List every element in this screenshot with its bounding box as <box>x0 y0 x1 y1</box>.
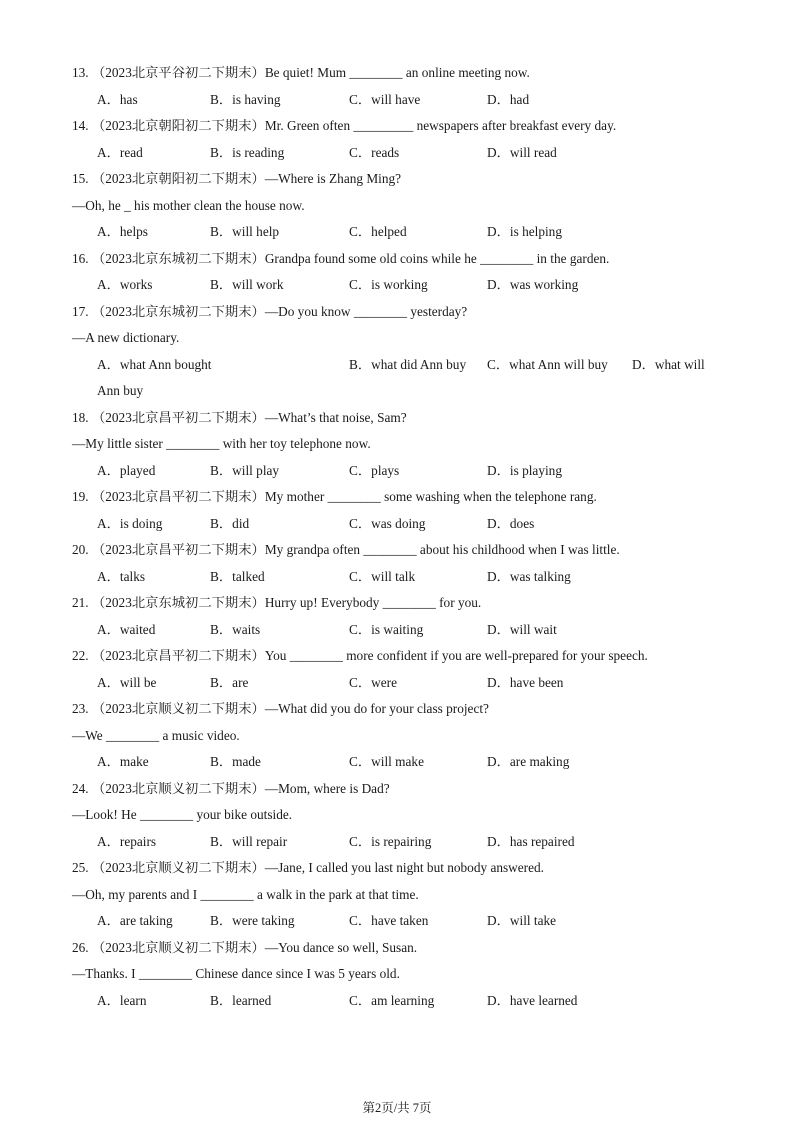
answer-option-c: C．have taken <box>349 913 429 928</box>
question-text: You ________ more confident if you are well-prepared for your speech. <box>264 648 648 663</box>
question-text: —Do you know ________ yesterday? <box>264 303 468 319</box>
answer-option-d: D．are making <box>487 754 570 769</box>
answer-option-d: D．will read <box>487 144 557 160</box>
answer-option-d: D．was working <box>487 277 579 292</box>
answer-option-c: C．is waiting <box>349 621 424 637</box>
question-number: 16. <box>72 250 89 266</box>
question-14 <box>72 113 722 166</box>
answer-option-a: A．learn <box>97 992 147 1008</box>
answer-option-c: C．is repairing <box>349 833 432 849</box>
answer-option-a: A．make <box>97 754 149 769</box>
question-number: 13. <box>72 65 89 80</box>
answer-option-d: D．have been <box>487 674 564 690</box>
question-source: （2023北京昌平初二下期末） <box>91 542 265 557</box>
question-number: 20. <box>72 542 89 557</box>
answer-option-b: B．learned <box>210 992 272 1008</box>
question-list <box>72 60 722 1014</box>
question-stem <box>72 855 722 882</box>
answer-option-d: D．was talking <box>487 568 571 584</box>
question-22 <box>72 643 722 696</box>
question-text: —Mom, where is Dad? <box>264 780 390 796</box>
question-text: Hurry up! Everybody ________ for you. <box>264 595 482 610</box>
answer-option-b: B．will work <box>210 277 284 292</box>
question-line: —My little sister ________ with her toy telephone now. <box>72 436 371 451</box>
question-number: 18. <box>72 409 89 425</box>
answer-option-a: A．works <box>97 277 153 292</box>
question-stem <box>72 776 722 803</box>
question-18 <box>72 405 722 485</box>
question-stem <box>72 484 722 511</box>
question-source: （2023北京顺义初二下期末） <box>91 860 265 875</box>
question-15 <box>72 166 722 246</box>
question-stem <box>72 696 722 723</box>
question-text: My mother ________ some washing when the telephone rang. <box>264 489 597 504</box>
answer-options <box>72 511 722 538</box>
answer-option-a: A．repairs <box>97 833 157 849</box>
question-number: 17. <box>72 303 89 319</box>
answer-options <box>72 352 722 379</box>
answer-options <box>72 617 722 644</box>
question-source: （2023北京东城初二下期末） <box>91 595 265 610</box>
question-line: —Thanks. I ________ Chinese dance since I was 5 years old. <box>72 966 400 981</box>
answer-option-d: D．have learned <box>487 992 578 1008</box>
answer-option-continuation: Ann buy <box>97 383 144 398</box>
question-24 <box>72 776 722 856</box>
question-source: （2023北京昌平初二下期末） <box>91 409 265 425</box>
answer-option-c: C．reads <box>349 144 400 160</box>
answer-options <box>72 749 722 776</box>
question-text: Mr. Green often _________ newspapers after breakfast every day. <box>264 118 617 133</box>
answer-option-c: C．what Ann will buy <box>487 356 608 372</box>
answer-options <box>72 272 722 299</box>
answer-option-c: C．was doing <box>349 515 426 531</box>
question-source: （2023北京顺义初二下期末） <box>91 939 265 955</box>
answer-options <box>72 458 722 485</box>
answer-option-a: A．waited <box>97 621 156 637</box>
answer-option-b: B．is reading <box>210 144 285 160</box>
answer-option-a: A．talks <box>97 568 146 584</box>
answer-option-b: B．waits <box>210 621 261 637</box>
question-stem <box>72 60 722 87</box>
question-number: 15. <box>72 171 89 186</box>
answer-option-b: B．were taking <box>210 913 295 928</box>
question-source: （2023北京平谷初二下期末） <box>91 65 265 80</box>
question-stem <box>72 166 722 193</box>
question-23 <box>72 696 722 776</box>
question-source: （2023北京朝阳初二下期末） <box>91 118 265 133</box>
question-source: （2023北京昌平初二下期末） <box>91 648 265 663</box>
answer-option-d: D．will wait <box>487 621 557 637</box>
answer-option-c: C．plays <box>349 462 400 478</box>
answer-option-a: A．will be <box>97 674 157 690</box>
question-text: —What’s that noise, Sam? <box>264 409 407 425</box>
question-source: （2023北京顺义初二下期末） <box>91 701 265 716</box>
question-stem <box>72 299 722 326</box>
question-25 <box>72 855 722 935</box>
question-number: 22. <box>72 648 89 663</box>
question-17 <box>72 299 722 405</box>
question-26 <box>72 935 722 1015</box>
question-text: —What did you do for your class project? <box>264 701 489 716</box>
question-source: （2023北京东城初二下期末） <box>91 303 265 319</box>
question-number: 14. <box>72 118 89 133</box>
question-number: 25. <box>72 860 89 875</box>
question-number: 21. <box>72 595 89 610</box>
question-source: （2023北京朝阳初二下期末） <box>91 171 265 186</box>
question-stem <box>72 643 722 670</box>
question-stem <box>72 935 722 962</box>
question-line: —Look! He ________ your bike outside. <box>72 807 293 822</box>
question-stem <box>72 537 722 564</box>
answer-options <box>72 87 722 114</box>
answer-option-a: A．helps <box>97 224 148 239</box>
answer-option-a: A．what Ann bought <box>97 356 212 372</box>
question-text: —Where is Zhang Ming? <box>264 171 402 186</box>
question-text: Grandpa found some old coins while he ________ in the garden. <box>264 250 610 266</box>
answer-options <box>72 908 722 935</box>
question-number: 23. <box>72 701 89 716</box>
answer-options <box>72 670 722 697</box>
question-13 <box>72 60 722 113</box>
answer-option-d: D．does <box>487 515 535 531</box>
question-20 <box>72 537 722 590</box>
question-21 <box>72 590 722 643</box>
answer-options <box>72 988 722 1015</box>
question-stem <box>72 246 722 273</box>
answer-option-b: B．will play <box>210 462 280 478</box>
answer-option-a: A．has <box>97 91 138 107</box>
question-16 <box>72 246 722 299</box>
answer-option-b: B．is having <box>210 91 281 107</box>
answer-option-d: D．is playing <box>487 462 562 478</box>
question-text: —Jane, I called you last night but nobody answered. <box>264 860 544 875</box>
answer-option-d: D．what will <box>632 356 705 372</box>
answer-option-d: D．has repaired <box>487 833 575 849</box>
answer-option-b: B．what did Ann buy <box>349 356 467 372</box>
question-line: —We ________ a music video. <box>72 727 240 743</box>
answer-option-b: B．talked <box>210 568 265 584</box>
answer-option-a: A．are taking <box>97 913 173 928</box>
answer-options <box>72 140 722 167</box>
answer-option-b: B．made <box>210 754 261 769</box>
question-text: My grandpa often ________ about his childhood when I was little. <box>264 542 620 557</box>
answer-option-c: C．is working <box>349 277 428 292</box>
question-number: 26. <box>72 939 89 955</box>
question-number: 24. <box>72 780 89 796</box>
answer-option-b: B．did <box>210 515 250 531</box>
answer-option-b: B．will repair <box>210 833 288 849</box>
question-text: Be quiet! Mum ________ an online meeting now. <box>264 65 530 80</box>
answer-option-c: C．will make <box>349 754 424 769</box>
question-source: （2023北京东城初二下期末） <box>91 250 265 266</box>
answer-option-b: B．will help <box>210 224 280 239</box>
answer-options <box>72 564 722 591</box>
answer-option-d: D．had <box>487 91 530 107</box>
answer-option-a: A．played <box>97 462 156 478</box>
answer-option-c: C．am learning <box>349 992 435 1008</box>
answer-option-c: C．were <box>349 674 397 690</box>
question-line: —Oh, my parents and I ________ a walk in the park at that time. <box>72 886 419 902</box>
question-source: （2023北京昌平初二下期末） <box>91 489 265 504</box>
question-19 <box>72 484 722 537</box>
answer-option-c: C．helped <box>349 224 407 239</box>
question-source: （2023北京顺义初二下期末） <box>91 780 265 796</box>
page-footer: 第2页/共 7页 <box>362 1101 432 1115</box>
answer-option-b: B．are <box>210 674 249 690</box>
answer-option-d: D．will take <box>487 913 557 928</box>
answer-option-d: D．is helping <box>487 224 562 239</box>
question-stem <box>72 590 722 617</box>
answer-options <box>72 219 722 246</box>
answer-option-a: A．read <box>97 144 143 160</box>
question-number: 19. <box>72 489 89 504</box>
question-stem <box>72 405 722 432</box>
answer-option-c: C．will talk <box>349 568 416 584</box>
question-text: —You dance so well, Susan. <box>264 939 418 955</box>
question-line: —A new dictionary. <box>72 330 180 345</box>
answer-option-c: C．will have <box>349 91 421 107</box>
question-stem <box>72 113 722 140</box>
question-line: —Oh, he _ his mother clean the house now. <box>72 197 305 213</box>
answer-options <box>72 829 722 856</box>
answer-option-a: A．is doing <box>97 515 163 531</box>
